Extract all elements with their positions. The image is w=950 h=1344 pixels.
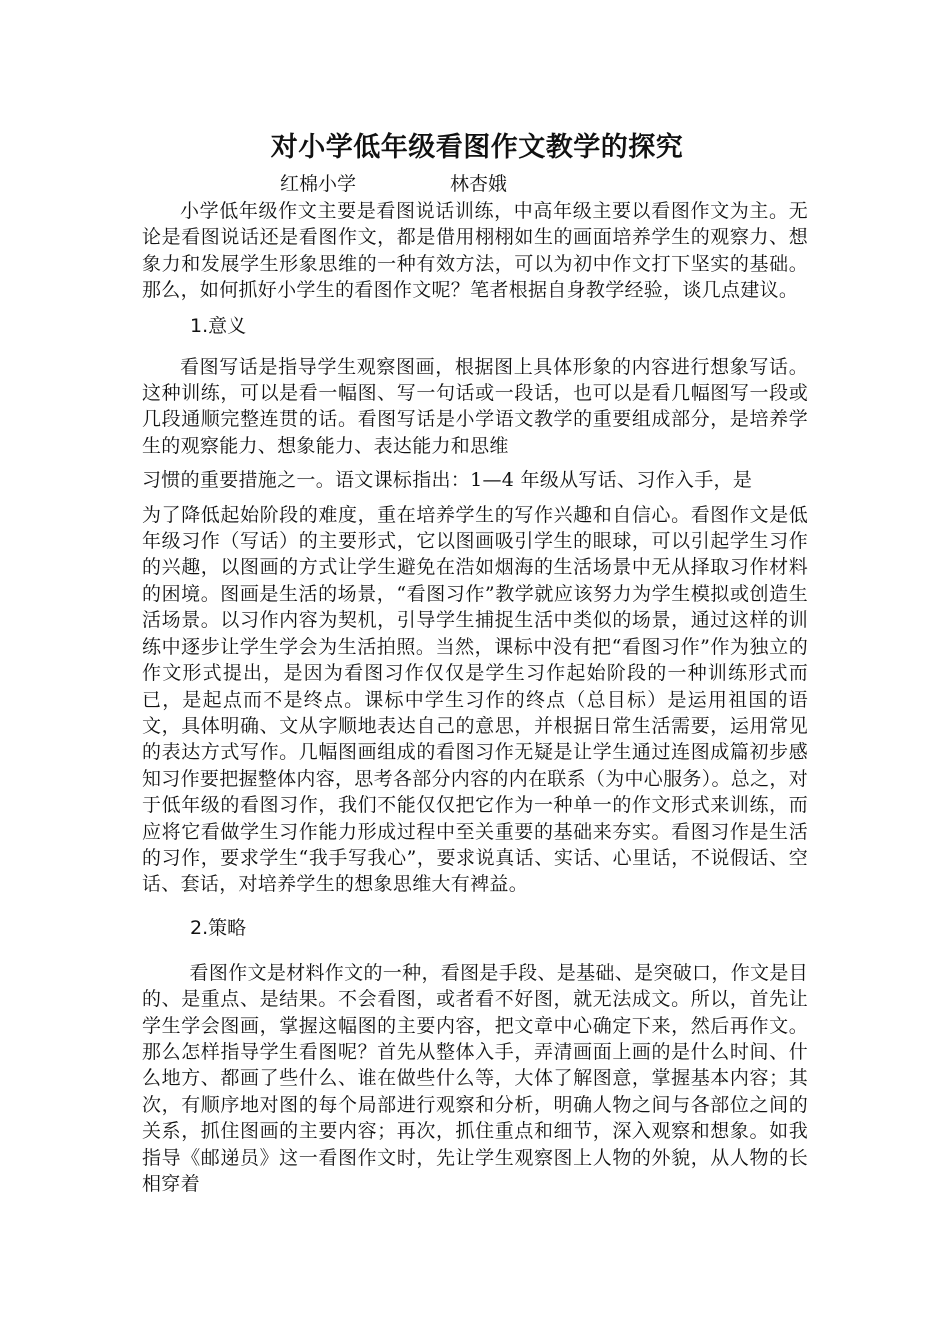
section-heading-strategy: 2.策略 xyxy=(190,916,247,939)
meaning-paragraph-a: 看图写话是指导学生观察图画，根据图上具体形象的内容进行想象写话。这种训练，可以是看一幅图、写一句话或一段话，也可以是看几幅图写一段或几段通顺完整连贯的话。看图写话是小学语文教学的重要组成部分，是培养学生的观察能力、想象能力、表达能力和思维 xyxy=(142,355,808,457)
intro-paragraph: 小学低年级作文主要是看图说话训练，中高年级主要以看图作文为主。无论是看图说话还是看图作文，都是借用栩栩如生的画面培养学生的观察力、想象力和发展学生形象思维的一种有效方法，可以为初中作文打下坚实的基础。那么，如何抓好小学生的看图作文呢？笔者根据自身教学经验，谈几点建议。 xyxy=(142,200,808,302)
strategy-paragraph: 看图作文是材料作文的一种，看图是手段、是基础、是突破口，作文是目的、是重点、是结果。不会看图，或者看不好图，就无法成文。所以，首先让学生学会图画，掌握这幅图的主要内容，把文章中心确定下来，然后再作文。那么怎样指导学生看图呢？首先从整体入手，弄清画面上画的是什么时间、什么地方、都画了些什么、谁在做些什么等，大体了解图意，掌握基本内容；其次，有顺序地对图的每个局部进行观察和分析，明确人物之间与各部位之间的关系，抓住图画的主要内容；再次，抓住重点和细节，深入观察和想象。如我指导《邮递员》这一看图作文时，先让学生观察图上人物的外貌，从人物的长相穿着 xyxy=(142,961,808,1195)
author-name: 林杏娥 xyxy=(450,173,508,195)
meaning-paragraph-b: 习惯的重要措施之一。语文课标指出：1—4 年级从写话、习作入手，是 xyxy=(142,469,753,492)
author-school: 红棉小学 xyxy=(280,173,357,195)
document-title: 对小学低年级看图作文教学的探究 xyxy=(270,132,684,163)
author-line xyxy=(142,170,808,198)
document-page xyxy=(142,128,808,1197)
meaning-paragraph-c: 为了降低起始阶段的难度，重在培养学生的写作兴趣和自信心。看图作文是低年级习作（写话）的主要形式，它以图画吸引学生的眼球，可以引起学生习作的兴趣，以图画的方式让学生避免在浩如烟海的生活场景中无从择取习作材料的困境。图画是生活的场景，“看图习作”教学就应该努力为学生模拟或创造生活场景。以习作内容为契机，引导学生捕捉生活中类似的场景，通过这样的训练中逐步让学生学会为生活拍照。当然，课标中没有把“看图习作”作为独立的作文形式提出，是因为看图习作仅仅是学生习作起始阶段的一种训练形式而已，是起点而不是终点。课标中学生习作的终点（总目标）是运用祖国的语文，具体明确、文从字顺地表达自己的意思，并根据日常生活需要，运用常见的表达方式写作。几幅图画组成的看图习作无疑是让学生通过连图成篇初步感知习作要把握整体内容，思考各部分内容的内在联系（为中心服务）。总之，对于低年级的看图习作，我们不能仅仅把它作为一种单一的作文形式来训练，而应将它看做学生习作能力形成过程中至关重要的基础来夯实。看图习作是生活的习作，要求学生“我手写我心”，要求说真话、实话、心里话，不说假话、空话、套话，对培养学生的想象思维大有裨益。 xyxy=(142,503,809,896)
section-heading-meaning: 1.意义 xyxy=(190,314,247,337)
